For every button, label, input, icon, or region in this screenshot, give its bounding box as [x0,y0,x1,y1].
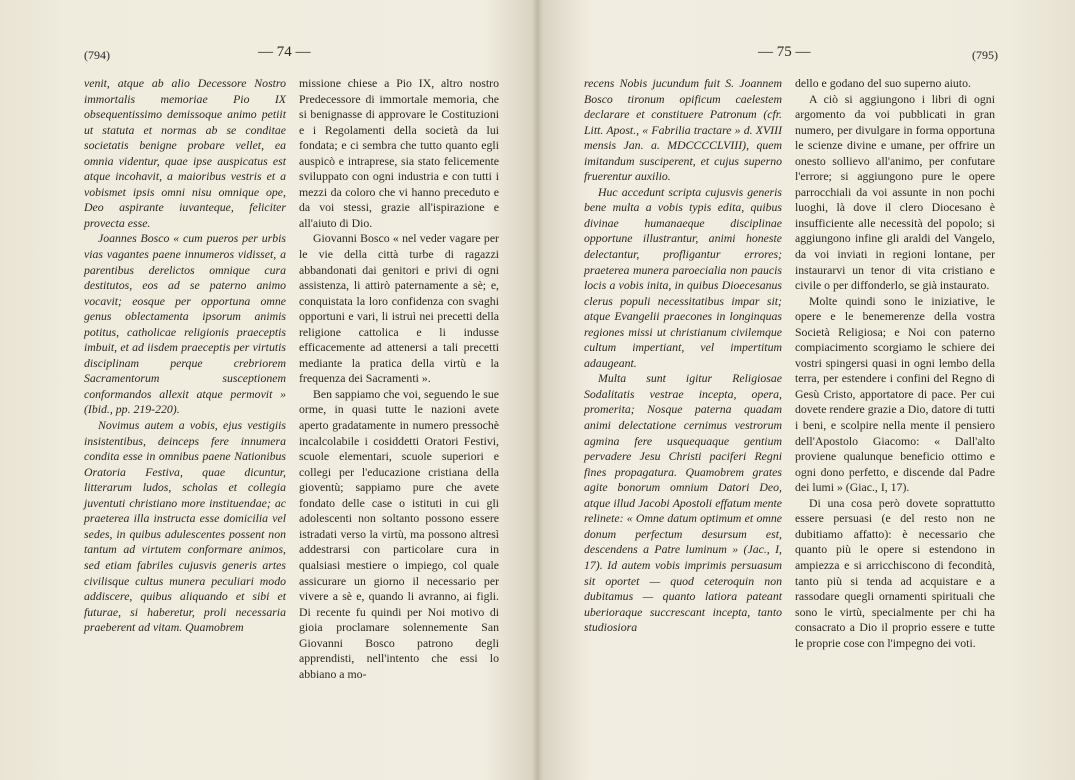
right-page [538,0,1075,780]
page-number-right: — 75 — [758,44,811,60]
paragraph: Di una cosa però dovete soprattutto essere persuasi (e del resto non ne dubitiamo affatto): è necessario che quanto più le opere si estendono in ampiezza e si arricchiscono di fecondità, tanto più si tenda ad acquistare e a rassodare quegli ornamenti spirituali che sono le virtù, specialmente per chi ha consacrato a Dio il proprio essere e tutte le proprie cose con l'impegno dei voti. [795,495,995,650]
paragraph: missione chiese a Pio IX, altro nostro Predecessore di immortale memoria, che si benignasse di approvare le Costituzioni e i Regolamenti della società da lui fondata; e ci sembra che tutto quanto egli auspicò e intraprese, sia stato felicemente sviluppato con ogni industria e con tutti i mezzi da coloro che vi hanno preceduto e da voi stessi, grazie all'ispirazione e all'aiuto di Dio. [299,76,499,230]
paragraph: dello e godano del suo superno aiuto. [795,76,971,90]
italian-column-left [299,76,499,682]
archive-number-left: (794) [84,48,110,62]
paragraph: Joannes Bosco « cum pueros per urbis vias vagantes paene innumeros vidisset, a parentibus derelictos omnique cura destitutos, eos ad se paterno animo vocavit; eosque per opportuna omne genus oblectamenta ipsorum animis potitus, catholicae religionis praeceptis imbuit, et ad iisdem praeceptis per virtutis disciplinam perque crebriorem Sacramentorum susceptionem conformandos allexit atque permovit » (Ibid., pp. 219-220). [84,231,286,417]
latin-column-right [584,76,782,636]
latin-column-left [84,76,286,636]
page-number-left: — 74 — [258,44,311,60]
paragraph: Ben sappiamo che voi, seguendo le sue orme, in quasi tutte le nazioni avete aperto gradatamente in numero pressochè incalcolabile i cosiddetti Oratori Festivi, scuole elementari, scuole superiori e collegi per l'educazione cristiana della gioventù; sappiamo pure che avete fondato delle case o istituti in cui gli adolescenti non soltanto possono essere istradati verso la virtù, ma possono altresì addestrarsi con particolare cura in qualsiasi mestiere o impiego, col quale assicurare un giorno il necessario per vivere a sè e, quando li avranno, ai figli. Di recente fu quindi per Noi motivo di gioia proclamare solennemente San Giovanni Bosco patrono degli apprendisti, nell'intento che essi lo abbiano a mo- [299,386,499,681]
paragraph: Multa sunt igitur Religiosae Sodalitatis vestrae incepta, opera, promerita; Nosque paterna quadam animi delectatione cernimus vestrorum agmina fere usquequaque gentium pervadere Jesu Christi paciferi Regni fines propagatura. Quamobrem grates agite bonorum omnium Datori Deo, atque illud Jacobi Apostoli effatum mente relinete: « Omne datum optimum et omne donum perfectum desursum est, descendens a Patre luminum » (Jac., I, 17). Id autem vobis imprimis persuasum sit oportet — quod ceteroquin non dubitamus — quanto latiora pateant uberioraque succrescant incepta, tanto studiosiora [584,371,782,635]
paragraph: Novimus autem a vobis, ejus vestigiis insistentibus, deinceps fere innumera condita esse in omnibus paene Nationibus Oratoria Festiva, quae dicuntur, litterarum ludos, scholas et collegia juventuti christiano more instituendae; ac praeterea illa instructa esse domicilia vel sedes, in quibus adulescentes possent non tantum ad virtutem conformare animos, sed etiam fabriles cujusvis generis artes civilisque cultus munera peculiari modo addiscere, quibus aliquando et sibi et futurae, si haberetur, proli necessaria praeberent ad vitam. Quamobrem [84,418,286,635]
paragraph: venit, atque ab alio Decessore Nostro immortalis memoriae Pio IX obsequentissimo demissoque animo petiit ut statuta et normas ab se conditae societatis benigne probare vellet, ea omnia videntur, quae ipse auspicatus est atque incohavit, a maioribus vestris et a vobismet ipsis omni nisu omnique ope, Deo aspirante iuvanteque, feliciter provecta esse. [84,76,286,230]
archive-number-right: (795) [972,48,998,62]
paragraph: recens Nobis jucundum fuit S. Joannem Bosco tironum opificum caelestem declarare et constituere Patronum (cfr. Litt. Apost., « Fabrilia tractare » d. XVIII mensis Jan. a. MDCCCCLVIII), quem imitandum susciperent, et cujus superno fruerentur auxilio. [584,76,782,184]
paragraph: Huc accedunt scripta cujusvis generis bene multa a vobis typis edita, quibus divinae humanaeque disciplinae opportune illustrantur, animi honeste delectantur, profligantur errores; praeterea munera paroecialia non paucis locis a vobis inita, in quibus Dioecesanus clerus populi necessitatibus impar sit; atque Evangelii praecones in longinquas regiones missi ut christianum civilemque cultum impertiant, vel impertitum adaugeant. [584,184,782,370]
paragraph: A ciò si aggiungono i libri di ogni argomento da voi pubblicati in gran numero, per divulgare in forma opportuna le scienze divine e umane, per offrire un onesto sollievo all'animo, per confutare l'errore; si aggiungono pure le opere parrocchiali da voi assunte in non pochi luoghi, là dove il clero Diocesano è insufficiente alle necessità del popolo; si aggiungono infine gli araldi del Vangelo, da voi inviati in regioni lontane, per instaurarvi un tenor di vita cristiano e civile o per diffonderlo, se già instaurato. [795,91,995,293]
paragraph: Molte quindi sono le iniziative, le opere e le benemerenze della vostra Società Religiosa; e Noi con paterno compiacimento scorgiamo le schiere dei vostri spingersi quasi in ogni lembo della terra, per estendere i confini del Regno di Gesù Cristo, apportatore di pace. Per cui dovete rendere grazie a Dio, datore di tutti i beni, e scolpire nella mente il pensiero dell'Apostolo Giacomo: « Dall'alto proviene qualunque beneficio ottimo e ogni dono perfetto, e discende dal Padre dei lumi » (Giac., I, 17). [795,293,995,495]
paragraph: Giovanni Bosco « nel veder vagare per le vie della città turbe di ragazzi abbandonati dai genitori e privi di ogni assistenza, li attirò paternamente a sè; e, conquistata la loro confidenza con svaghi opportuni e vari, li istruì nei precetti della religione cattolica e li indusse efficacemente ad attenersi a tali precetti mediante la pratica della virtù e la frequenza dei Sacramenti ». [299,231,499,386]
left-page [0,0,537,780]
italian-column-right [795,76,995,651]
